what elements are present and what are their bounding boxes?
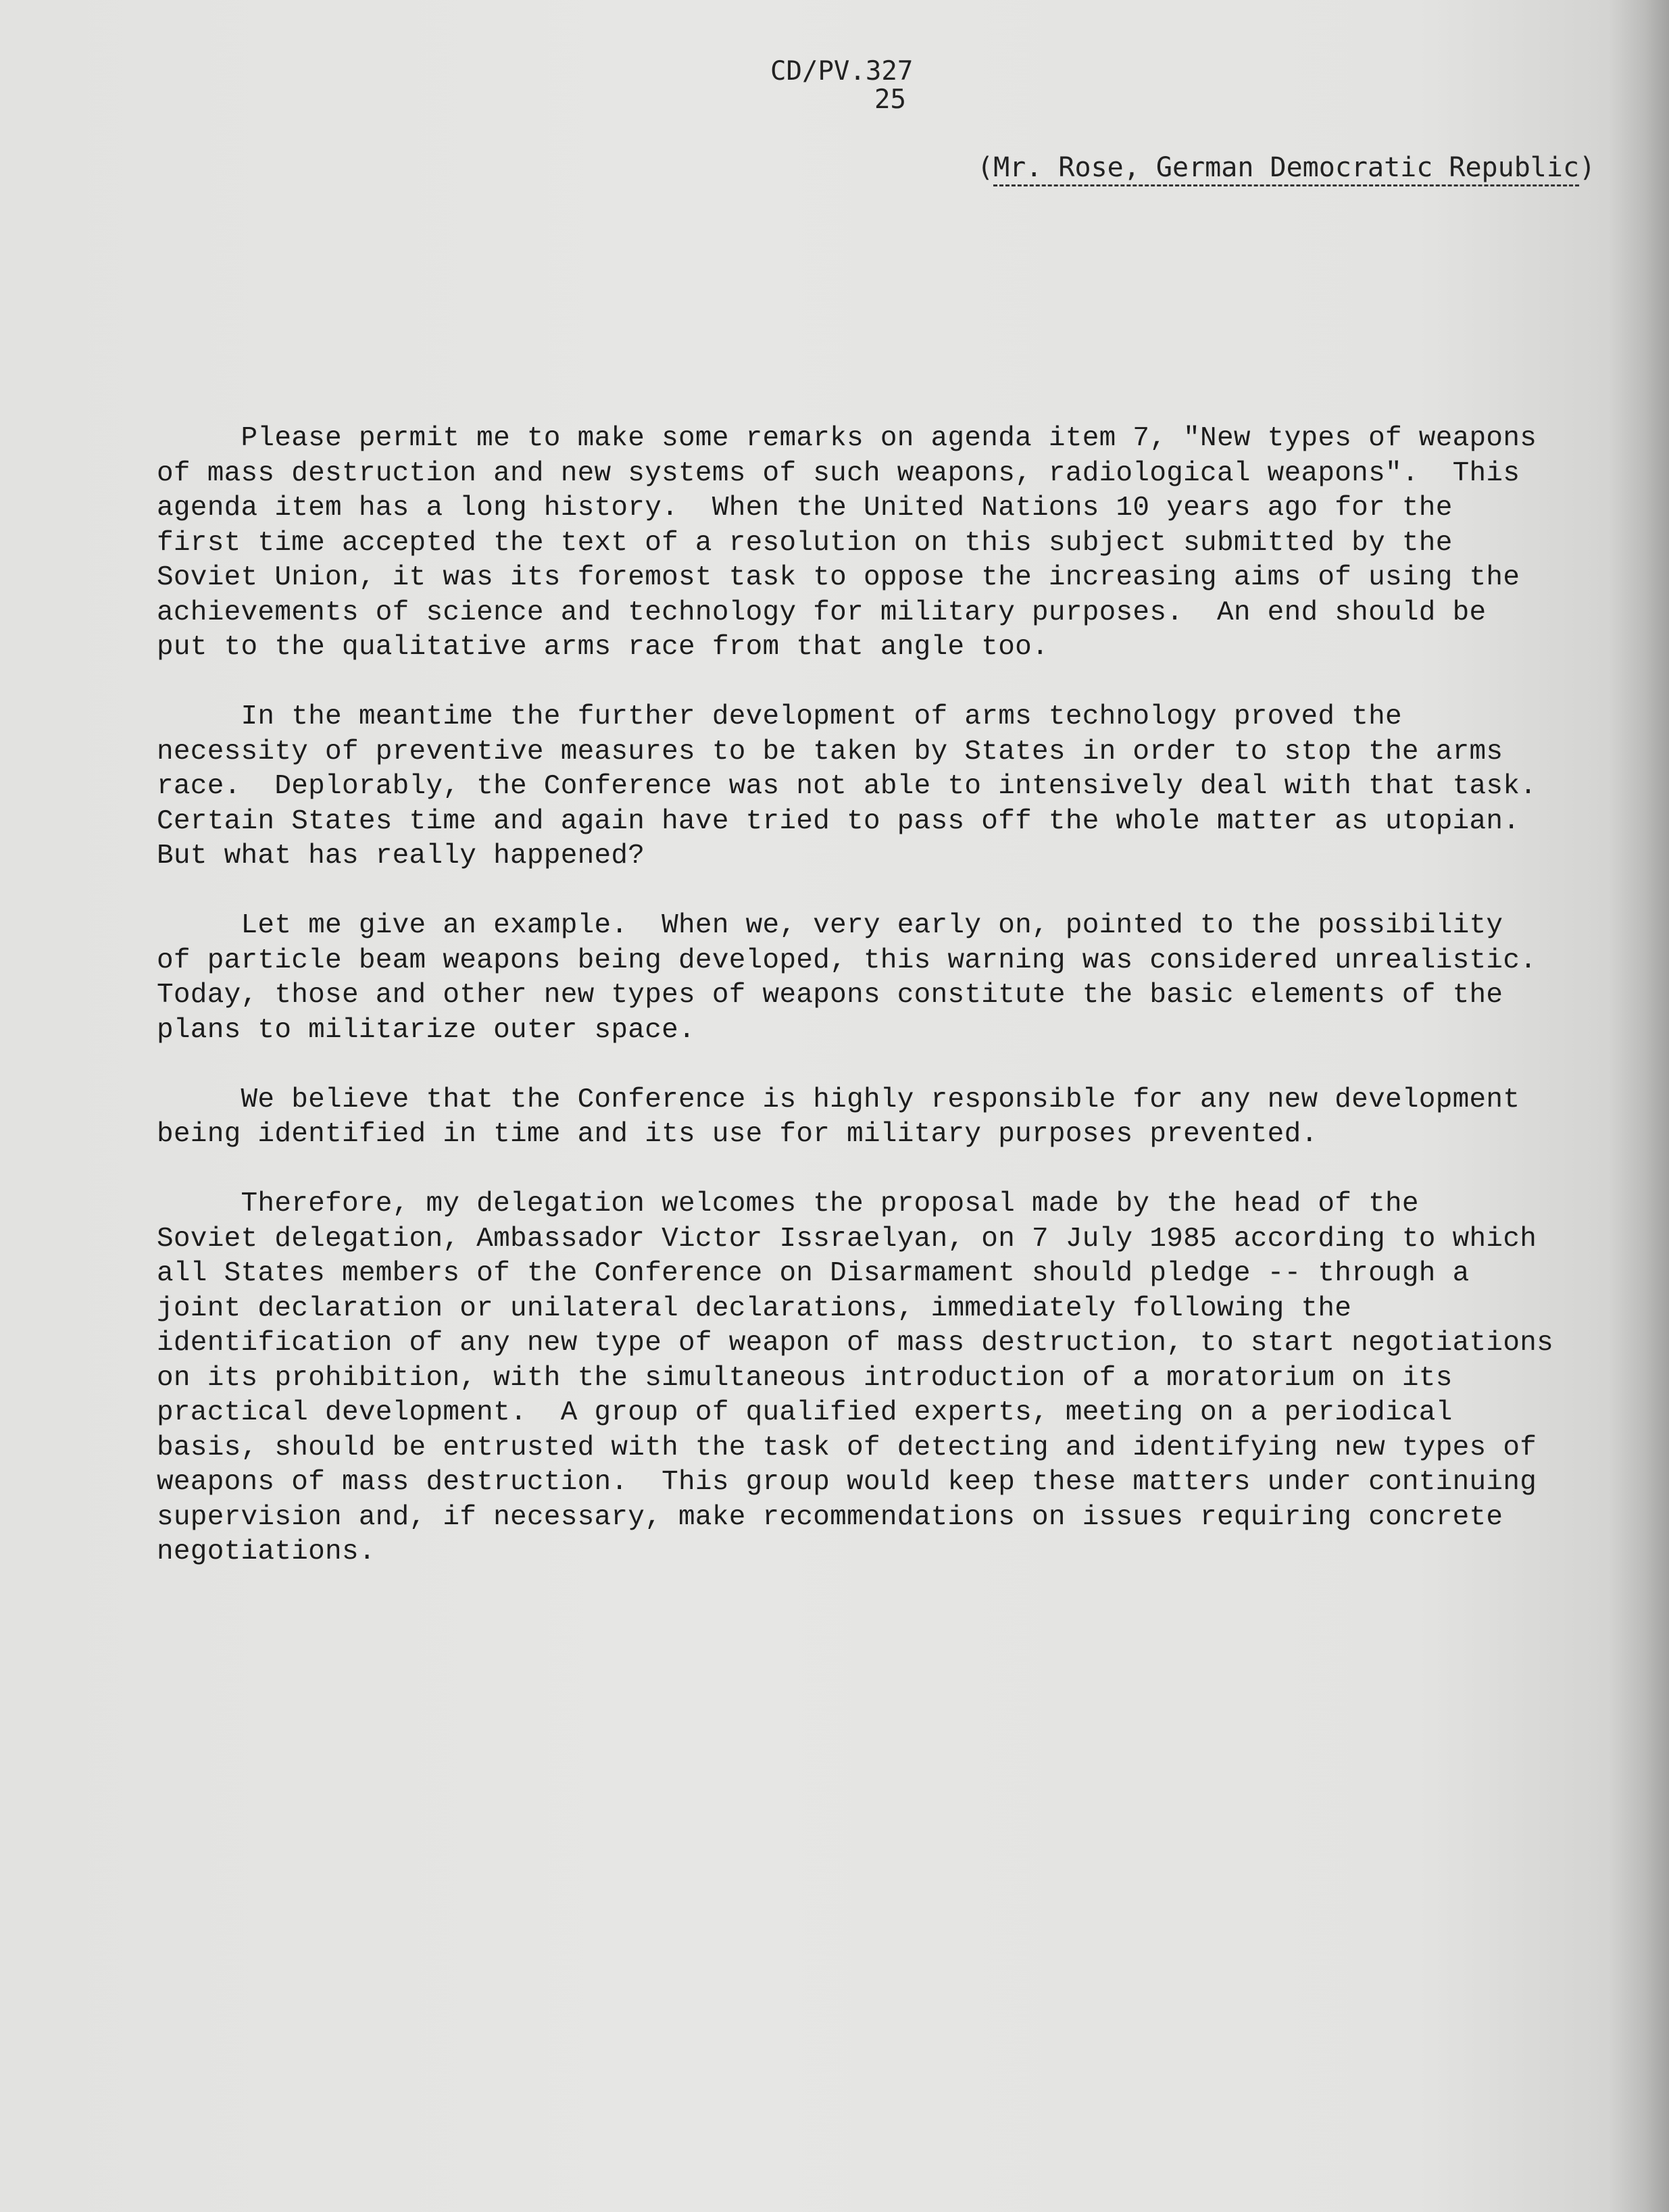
paragraph-preventive-measures: In the meantime the further development of arms technology proved the necessity of preventive measures to be taken by States in order to stop the arms race. Deplorably, the Conference was not able to intensively deal with that task. Certain States time and again have tried to pass off the whole matter as utopian. But what has really happened? <box>157 701 1537 872</box>
speaker-name: Mr. Rose, German Democratic Republic <box>993 152 1579 186</box>
speaker-attribution <box>977 151 1595 184</box>
paragraph-conference-responsibility: We believe that the Conference is highly responsible for any new development being identified in time and its use for military purposes prevented. <box>157 1084 1520 1150</box>
speaker-open-paren: ( <box>977 152 994 183</box>
paragraph-agenda-item-7: Please permit me to make some remarks on agenda item 7, "New types of weapons of mass destruction and new systems of such weapons, radiological weapons". This agenda item has a long history. When the United Nations 10 years ago for the first time accepted the text of a resolution on this subject submitted by the Soviet Union, it was its foremost task to oppose the increasing aims of using the achievements of science and technology for military purposes. An end should be put to the qualitative arms race from that angle too. <box>157 423 1537 663</box>
document-symbol: CD/PV.327 <box>770 56 914 86</box>
speech-body <box>157 422 1630 1605</box>
paragraph-particle-beam-example: Let me give an example. When we, very early on, pointed to the possibility of particle beam weapons being developed, this warning was considered unrealistic. Today, those and other new types of weapons constitute the basic elements of the plans to militarize outer space. <box>157 910 1537 1046</box>
paragraph-soviet-proposal: Therefore, my delegation welcomes the proposal made by the head of the Soviet delegation, Ambassador Victor Issraelyan, on 7 July 1985 according to which all States members of the Conference on Disarmament should pledge -- through a joint declaration or unilateral declarations, immediately following the identification of any new type of weapon of mass destruction, to start negotiations on its prohibition, with the simultaneous introduction of a moratorium on its practical development. A group of qualified experts, meeting on a periodical basis, should be entrusted with the task of detecting and identifying new types of weapons of mass destruction. This group would keep these matters under continuing supervision and, if necessary, make recommendations on issues requiring concrete negotiations. <box>157 1188 1554 1567</box>
speaker-close-paren: ) <box>1579 152 1596 183</box>
page-number: 25 <box>874 84 906 115</box>
